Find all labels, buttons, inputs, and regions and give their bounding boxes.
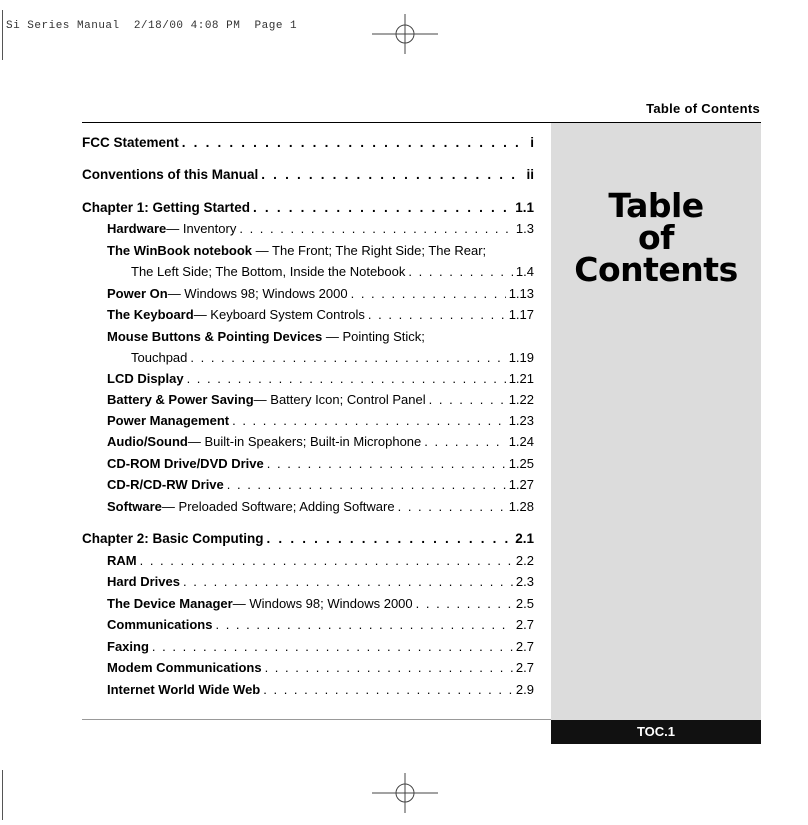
leader-dots [190,350,505,365]
leader-dots [424,434,505,449]
toc-entry-label: Power On [107,286,168,301]
toc-entry-label: Internet World Wide Web [107,682,261,697]
toc-entry-page: 2.9 [515,682,534,697]
toc-entry-page: i [530,135,534,150]
toc-entry-communications[interactable] [107,617,534,635]
toc-entry-page: 2.7 [515,639,534,654]
toc-entry-label: The WinBook notebook [107,243,253,258]
leader-dots [239,221,513,236]
toc-entry-cdrom[interactable] [107,456,534,474]
toc-entry-chapter-1[interactable] [82,200,534,218]
leader-dots [267,456,506,471]
toc-entry-page: 2.7 [515,660,534,675]
leader-dots [232,413,506,428]
toc-entry-device-manager[interactable] [107,596,534,614]
leader-dots [227,477,506,492]
toc-entry-label: The Device Manager [107,596,233,611]
side-title-line-3: Contents [574,250,738,289]
toc-entry-page: 1.3 [515,221,534,236]
toc-entry-label: Communications [107,617,213,632]
toc-entry-power-management[interactable] [107,413,534,431]
registration-mark-top-icon [372,14,438,54]
toc-entry-internet[interactable] [107,682,534,700]
footer-rule [82,719,551,720]
toc-entry-cdr[interactable] [107,477,534,495]
toc-entry-mouse-line-2[interactable] [131,350,534,368]
toc-entry-power-on[interactable] [107,286,534,304]
toc-entry-faxing[interactable] [107,639,534,657]
toc-entry-page: 1.27 [508,477,534,492]
leader-dots [152,639,513,654]
leader-dots [408,264,513,279]
leader-dots [267,531,513,546]
registration-mark-bottom-icon [372,773,438,813]
toc-entry-label: Power Management [107,413,230,428]
toc-entry-page: 1.23 [508,413,534,428]
leader-dots [263,682,513,697]
toc-entry-hard-drives[interactable] [107,574,534,592]
toc-entry-label: FCC Statement [82,135,179,150]
leader-dots [215,617,512,632]
leader-dots [140,553,513,568]
toc-entry-page: 1.25 [508,456,534,471]
leader-dots [182,135,527,150]
leader-dots [187,371,506,386]
toc-entry-page: 1.1 [515,200,534,215]
toc-entry-software[interactable] [107,499,534,517]
toc-entry-label: Mouse Buttons & Pointing Devices [107,329,323,344]
toc-entry-label: Battery & Power Saving [107,392,254,407]
toc-entry-page: 1.21 [508,371,534,386]
toc-entry-subtopics: — The Front; The Right Side; The Rear; [252,243,487,258]
leader-dots [416,596,513,611]
toc-entry-subtopics: — Built-in Speakers; Built-in Microphone [187,434,422,449]
printer-slug: Si Series Manual 2/18/00 4:08 PM Page 1 [6,20,298,32]
toc-entry-page: 1.19 [508,350,534,365]
toc-entry-page: 2.7 [515,617,534,632]
leader-dots [368,307,506,322]
toc-entry-subtopics: — Windows 98; Windows 2000 [232,596,413,611]
leader-dots [253,200,512,215]
leader-dots [261,167,523,182]
toc-entry-modem[interactable] [107,660,534,678]
toc-entry-keyboard[interactable] [107,307,534,325]
toc-entry-fcc[interactable] [82,135,534,153]
leader-dots [265,660,513,675]
toc-entry-label: Conventions of this Manual [82,167,259,182]
toc-entry-audio[interactable] [107,434,534,452]
toc-entry-label: LCD Display [107,371,184,386]
toc-entry-label: Audio/Sound [107,434,188,449]
toc-entry-label: Modem Communications [107,660,262,675]
toc-entry-page: 2.2 [515,553,534,568]
leader-dots [183,574,513,589]
toc-entry-label: Hardware [107,221,167,236]
side-title [551,186,761,289]
toc-entry-page: 2.3 [515,574,534,589]
toc-entry-lcd-display[interactable] [107,371,534,389]
toc-entry-battery[interactable] [107,392,534,410]
toc-entry-label: CD-ROM Drive/DVD Drive [107,456,264,471]
toc-entry-subtopics: — Inventory [166,221,237,236]
toc-entry-page: 1.28 [508,499,534,514]
toc-entry-page: 1.17 [508,307,534,322]
toc-entry-label: Hard Drives [107,574,180,589]
toc-entry-winbook-line-1[interactable] [107,243,486,258]
side-title-line-1: Table [608,186,704,225]
toc-entry-ram[interactable] [107,553,534,571]
page-number-tab: TOC.1 [551,720,761,744]
toc-entry-page: ii [526,167,534,182]
toc-entry-label: CD-R/CD-RW Drive [107,477,224,492]
toc-entry-page: 1.4 [515,264,534,279]
toc-entry-subtopics: — Preloaded Software; Adding Software [161,499,395,514]
toc-entry-subtopics: — Battery Icon; Control Panel [253,392,426,407]
toc-entry-page: 1.24 [508,434,534,449]
leader-dots [429,392,506,407]
toc-entry-page: 1.13 [508,286,534,301]
toc-entry-subtopics: — Windows 98; Windows 2000 [167,286,348,301]
toc-entry-page: 2.5 [515,596,534,611]
toc-entry-label: The Keyboard [107,307,194,322]
toc-entry-winbook-line-2[interactable] [131,264,534,282]
running-head: Table of Contents [646,101,760,116]
toc-entry-continuation: Touchpad [131,350,188,365]
toc-entry-label: RAM [107,553,137,568]
toc-entry-chapter-2[interactable] [82,531,534,549]
toc-entry-conventions[interactable] [82,167,534,185]
toc-entry-label: Chapter 2: Basic Computing [82,531,264,546]
toc-entry-hardware[interactable] [107,221,534,239]
toc-entry-page: 1.22 [508,392,534,407]
toc-entry-label: Chapter 1: Getting Started [82,200,251,215]
leader-dots [351,286,506,301]
crop-mark-bottom-left [2,770,3,820]
toc-entry-label: Software [107,499,162,514]
toc-entry-mouse-line-1[interactable] [107,329,425,344]
toc-entry-continuation: The Left Side; The Bottom, Inside the Notebook [131,264,406,279]
crop-mark-top-left [2,10,3,60]
leader-dots [398,499,506,514]
toc-entry-subtopics: — Keyboard System Controls [193,307,365,322]
toc-entry-subtopics: — Pointing Stick; [322,329,425,344]
side-title-line-2: of [637,218,675,257]
toc-entry-label: Faxing [107,639,149,654]
toc-entry-page: 2.1 [515,531,534,546]
